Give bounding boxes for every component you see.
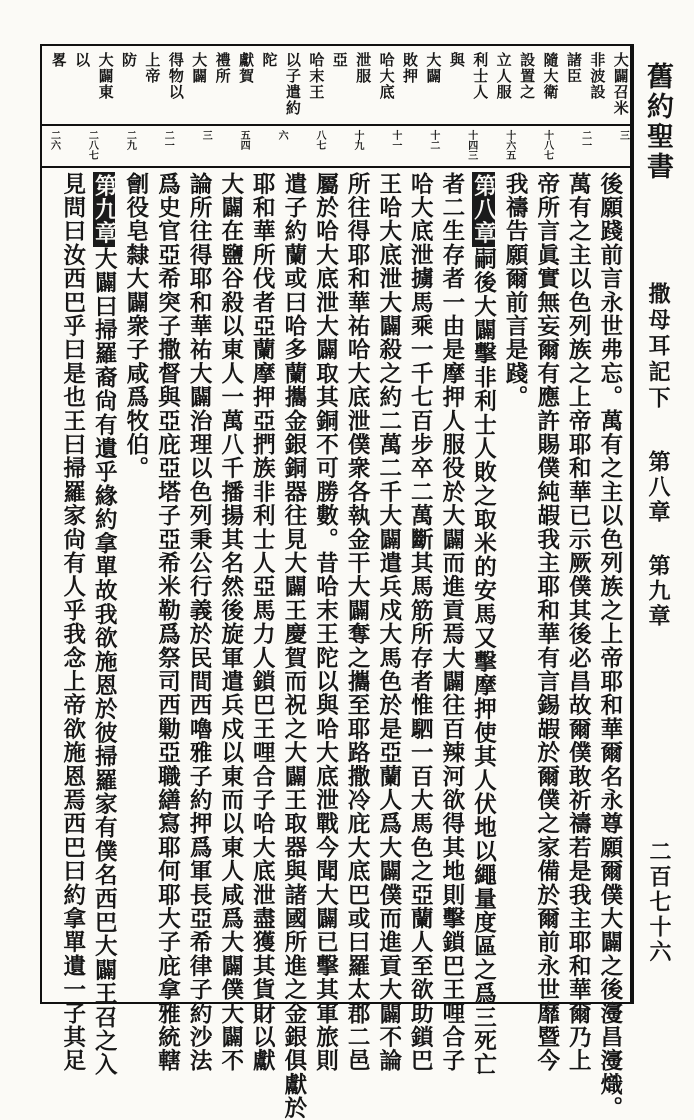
text-column: 爲史官亞希突子撒督與亞庇亞塔子亞希米勒爲祭司西勦亞職繕寫耶何耶大子庇拿雅統轄 bbox=[154, 172, 181, 1073]
chapter-label: 第八章 bbox=[470, 174, 497, 246]
verse-number-row bbox=[42, 126, 630, 168]
verse-number: 十四三 bbox=[465, 130, 477, 160]
text-column: 耶和華所伐者亞蘭摩押亞捫族非利士人亞馬力人鎖巴王哩合子哈大底泄盡獲其貨財以獻 bbox=[249, 172, 276, 1073]
text-column: 我禱告願爾前言是踐。 bbox=[502, 172, 529, 409]
verse-number: 三 bbox=[617, 130, 629, 140]
verse-number: 二六 bbox=[48, 130, 60, 150]
verse-number: 二一 bbox=[162, 130, 174, 150]
verse-number: 十六五 bbox=[503, 130, 515, 160]
text-column: 見問曰汝西巴乎曰是也王曰掃羅家尙有人乎我念上帝欲施恩焉西巴曰約拿單遺一子其足 bbox=[59, 172, 86, 1073]
text-column: 者二生存者一由是摩押人服役於大闢而進貢焉大闢往百辣河欲得其地則擊鎖巴王哩合子 bbox=[438, 172, 465, 1073]
annotation-note: 禮所 bbox=[213, 52, 232, 84]
annotation-strip bbox=[42, 46, 630, 126]
annotation-note: 利士人 bbox=[471, 52, 490, 100]
annotation-note: 哈末王 bbox=[307, 52, 326, 100]
annotation-note: 得物以 bbox=[166, 52, 185, 100]
annotation-note: 與 bbox=[447, 52, 466, 68]
text-column: 萬有之主以色列族之上帝耶和華已示厥僕其後必昌故爾僕敢祈禱若是我主耶和華爾乃上 bbox=[565, 172, 592, 1073]
verse-number: 十九 bbox=[351, 130, 363, 150]
text-column: 屬於哈大底泄大闢取其銅不可勝數。昔哈末王陀以與哈大底泄戰今聞大闢已擊其軍旅則 bbox=[312, 172, 339, 1073]
verse-number: 十一 bbox=[389, 130, 401, 150]
annotation-note: 大闢 bbox=[190, 52, 209, 84]
verse-number: 二九 bbox=[124, 130, 136, 150]
page-number: 二百七十六 bbox=[646, 840, 672, 965]
annotation-note: 大闢召米 bbox=[611, 52, 630, 116]
verse-number: 五四 bbox=[238, 130, 250, 150]
book-title: 舊約聖書 bbox=[642, 62, 673, 182]
verse-number: 十八七 bbox=[541, 130, 553, 160]
sub-book-title: 撒母耳記下 bbox=[645, 282, 671, 412]
annotation-note: 泄服 bbox=[354, 52, 373, 84]
text-column: 所往得耶和華祐哈大底泄僕衆各執金干大闢奪之攜至耶路撒冷庇大底巴或曰羅太郡二邑 bbox=[344, 172, 371, 1073]
text-column: 大闢在鹽谷殺以東人一萬八千播揚其名然後旋軍遣兵戍以東而以東人咸爲大闢僕大闢不 bbox=[217, 172, 244, 1073]
verse-text: 大闢曰掃羅裔尙有遺乎緣約拿單故我欲施恩於彼掃羅家有僕名西巴大闢王召之入 bbox=[91, 247, 118, 1077]
annotation-note: 非波設 bbox=[588, 52, 607, 100]
verse-number: 十二 bbox=[427, 130, 439, 150]
annotation-note: 諸臣 bbox=[564, 52, 583, 84]
chapter-range: 第八章 第九章 bbox=[645, 450, 671, 629]
text-column: 遣子約蘭或曰哈多蘭攜金銀銅器往見大闢王慶賀而祝之大闢王取器與諸國所進之金銀俱獻於 bbox=[280, 172, 307, 1120]
text-column bbox=[91, 172, 118, 1077]
annotation-note: 大闢東 bbox=[96, 52, 115, 100]
annotation-note: 隨大衛 bbox=[541, 52, 560, 100]
text-column: 哈大底泄擄馬乘一千七百步卒二萬斷其馬筋所存者惟駟一百大馬色之亞蘭人至欲助鎖巴 bbox=[407, 172, 434, 1073]
verse-number: 二八七 bbox=[86, 130, 98, 160]
text-column: 論所往得耶和華祐大闢治理以色列秉公行義於民間西嚕雅子約押爲軍長亞希律子約沙法 bbox=[186, 172, 213, 1073]
annotation-note: 設置之 bbox=[518, 52, 537, 100]
text-column: 後願踐前言永世弗忘。萬有之主以色列族之上帝耶和華爾名永尊願爾僕大闢之後濅昌濅熾。 bbox=[596, 172, 623, 1120]
verse-number: 六 bbox=[276, 130, 288, 140]
annotation-note: 敗押 bbox=[401, 52, 419, 84]
verse-number: 三 bbox=[200, 130, 212, 140]
annotation-note: 以 bbox=[73, 52, 92, 68]
running-header bbox=[636, 50, 684, 1000]
header-divider bbox=[632, 44, 634, 1004]
annotation-note: 哈大底 bbox=[377, 52, 396, 100]
annotation-note: 亞 bbox=[330, 52, 349, 68]
text-column: 王哈大底泄大闢殺之約二萬二千大闢遣兵戍大馬色於是亞蘭人爲大闢僕而進貢大闢不論 bbox=[375, 172, 402, 1073]
annotation-note: 獻賀 bbox=[237, 52, 256, 84]
annotation-note: 防 bbox=[120, 52, 138, 68]
verse-number: 八七 bbox=[314, 130, 326, 150]
annotation-note: 立人服 bbox=[494, 52, 513, 100]
text-column: 帝所言眞實無妄爾有應許賜僕純嘏我主耶和華有言錫嘏於爾僕之家備於爾前永世靡暨今 bbox=[533, 172, 560, 1073]
text-column: 劊役皂隸大闢衆子咸爲牧伯。 bbox=[122, 172, 149, 481]
annotation-note: 畧 bbox=[49, 52, 68, 68]
text-column bbox=[470, 172, 497, 1077]
annotation-note: 以子遣約 bbox=[283, 52, 302, 116]
verse-number: 二一 bbox=[579, 130, 591, 150]
main-text bbox=[46, 168, 630, 1120]
chapter-label: 第九章 bbox=[91, 174, 118, 246]
annotation-note: 大闢 bbox=[424, 52, 443, 84]
verse-text: 嗣後大闢擊非利士人敗之取米的安馬又擊摩押使其人伏地以繩量度區之爲三死亡 bbox=[470, 247, 497, 1077]
annotation-note: 陀 bbox=[260, 52, 279, 68]
annotation-note: 上帝 bbox=[143, 52, 162, 84]
